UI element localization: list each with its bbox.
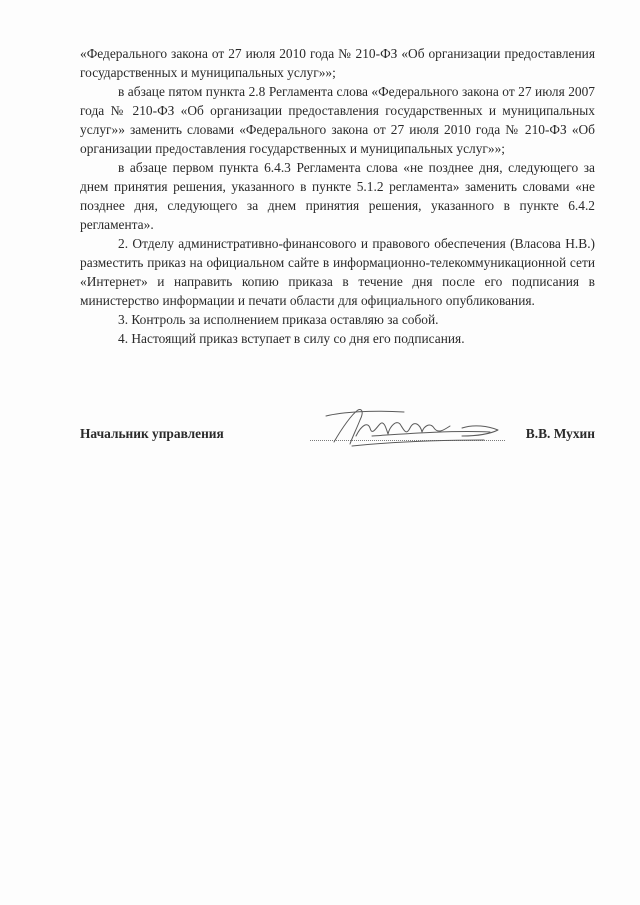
paragraph-section-2-8: в абзаце пятом пункта 2.8 Регламента слова «Федерального закона от 27 июля 2007 года № 210-ФЗ «Об организации предоставления государственных и муниципальных услуг»» заменить словами «Федерального закона от 27 июля 2010 года № 210-ФЗ «Об организации предоставления государственных и муниципальных услуг»»; — [80, 84, 595, 156]
paragraph-continuation: «Федерального закона от 27 июля 2010 года № 210-ФЗ «Об организации предоставления государственных и муниципальных услуг»»; — [80, 46, 595, 80]
paragraph-item-4: 4. Настоящий приказ вступает в силу со дня его подписания. — [118, 331, 465, 346]
paragraph-section-6-4-3: в абзаце первом пункта 6.4.3 Регламента слова «не позднее дня, следующего за днем принятия решения, указанного в пункте 5.1.2 регламента» заменить словами «не позднее дня, следующего за днем принятия решения, указанного в пункте 6.4.2 регламента». — [80, 160, 595, 232]
signatory-name: В.В. Мухин — [525, 426, 595, 441]
handwritten-signature — [312, 406, 512, 452]
signatory-title: Начальник управления — [80, 426, 224, 441]
signature-block — [80, 420, 595, 460]
paragraph-item-2: 2. Отделу административно-финансового и правового обеспечения (Власова Н.В.) разместить приказ на официальном сайте в информационно-телекоммуникационной сети «Интернет» и направить копию приказа в течение дня после его подписания в министерство информации и печати области для официального опубликования. — [80, 236, 595, 308]
paragraph-item-3: 3. Контроль за исполнением приказа оставляю за собой. — [118, 312, 439, 327]
document-body — [80, 44, 595, 348]
